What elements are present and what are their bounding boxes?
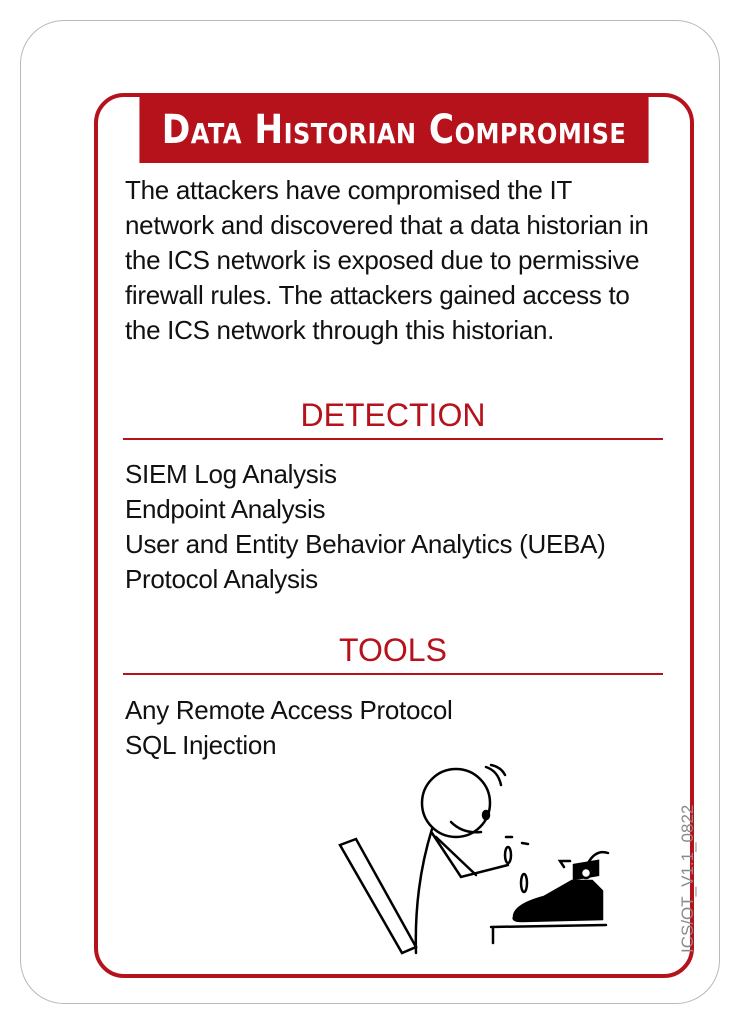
card xyxy=(20,20,720,1004)
tools-item: SQL Injection xyxy=(125,730,277,760)
tools-heading: TOOLS xyxy=(123,632,663,675)
stick-figure-typewriter-icon xyxy=(336,737,616,977)
detection-list xyxy=(125,457,605,597)
detection-item: SIEM Log Analysis xyxy=(125,459,337,489)
detection-item: Endpoint Analysis xyxy=(125,494,326,524)
detection-item: User and Entity Behavior Analytics (UEBA) xyxy=(125,529,606,559)
card-description: The attackers have compromised the IT network and discovered that a data historian in the ICS network is exposed due to permissive firewall rules. The attackers gained access to the ICS network through this historian. xyxy=(125,175,649,345)
version-label: ICS/OT_V1.1_0822 xyxy=(678,804,697,953)
card-frame xyxy=(94,93,697,978)
card-title: Data Historian Compromise xyxy=(139,97,648,163)
tools-item: Any Remote Access Protocol xyxy=(125,695,453,725)
detection-heading: DETECTION xyxy=(123,397,663,440)
detection-item: Protocol Analysis xyxy=(125,564,318,594)
